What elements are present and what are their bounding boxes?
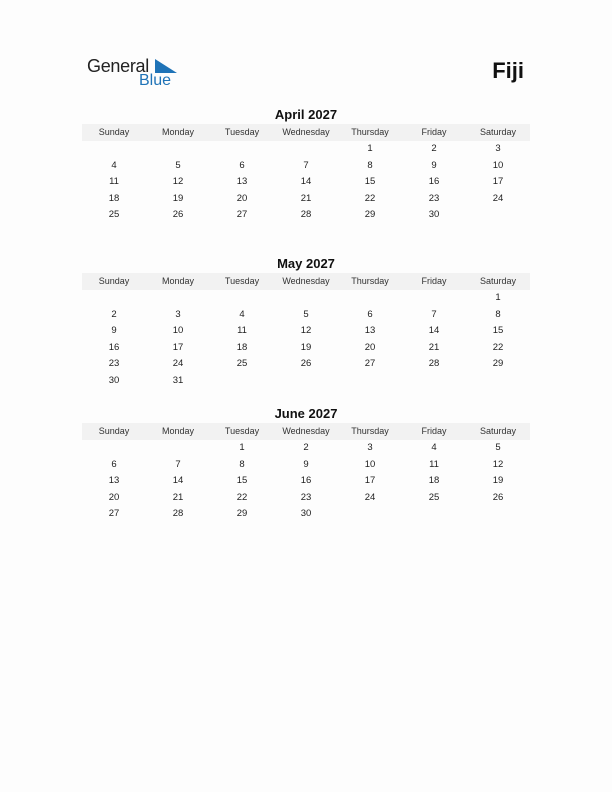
empty-cell	[338, 290, 402, 307]
day-cell: 22	[364, 192, 376, 204]
empty-cell	[146, 141, 210, 158]
day-cell: 5	[495, 442, 501, 453]
month-title: April 2027	[274, 107, 338, 122]
day-grid	[82, 290, 530, 390]
day-cell: 10	[172, 325, 184, 337]
day-cell: 8	[495, 308, 501, 320]
day-cell: 13	[108, 475, 120, 487]
country-title: Fiji	[492, 58, 524, 83]
day-cell: 29	[492, 358, 504, 370]
day-cell: 13	[364, 325, 376, 337]
weekday-label: Friday	[421, 127, 447, 137]
day-cell: 11	[237, 325, 247, 337]
weekday-label: Wednesday	[282, 426, 330, 436]
day-cell: 22	[236, 491, 248, 503]
day-cell: 23	[300, 491, 312, 503]
day-cell: 17	[492, 176, 504, 188]
empty-cell	[146, 290, 210, 307]
day-cell: 17	[364, 475, 376, 487]
day-cell: 21	[172, 491, 184, 503]
day-cell: 13	[236, 176, 248, 188]
weekday-label: Friday	[421, 276, 447, 286]
day-cell: 15	[236, 475, 248, 487]
weekday-label: Monday	[161, 276, 195, 286]
weekday-header	[82, 273, 530, 290]
day-cell: 24	[492, 192, 504, 204]
empty-cell	[82, 290, 146, 307]
day-cell: 20	[236, 192, 248, 204]
weekday-header	[82, 423, 530, 440]
day-cell: 25	[236, 358, 248, 370]
brand-logo	[87, 56, 187, 92]
weekday-label: Tuesday	[224, 426, 260, 436]
day-cell: 31	[172, 374, 184, 386]
weekday-label: Tuesday	[224, 127, 260, 137]
day-grid	[82, 141, 530, 224]
day-cell: 24	[364, 491, 376, 503]
day-cell: 27	[364, 358, 376, 370]
empty-cell	[82, 141, 146, 158]
day-cell: 1	[367, 143, 373, 154]
day-cell: 6	[111, 458, 117, 470]
empty-cell	[466, 207, 530, 224]
empty-cell	[402, 373, 466, 390]
day-cell: 27	[108, 508, 120, 520]
day-cell: 22	[492, 341, 504, 353]
day-cell: 16	[108, 341, 120, 353]
day-cell: 2	[111, 308, 117, 320]
weekday-label: Wednesday	[282, 276, 330, 286]
day-cell: 26	[492, 491, 504, 503]
empty-cell	[466, 506, 530, 523]
logo-text-blue: Blue	[139, 72, 172, 89]
weekday-label: Wednesday	[282, 127, 330, 137]
day-cell: 7	[303, 159, 309, 171]
day-cell: 17	[172, 341, 184, 353]
empty-cell	[210, 141, 274, 158]
day-cell: 30	[108, 374, 120, 386]
day-cell: 20	[108, 491, 120, 503]
day-cell: 4	[111, 159, 117, 171]
month-calendar	[82, 255, 530, 390]
empty-cell	[466, 373, 530, 390]
day-cell: 8	[367, 159, 373, 171]
empty-cell	[274, 141, 338, 158]
day-cell: 8	[239, 458, 245, 470]
day-cell: 1	[239, 442, 245, 453]
day-cell: 9	[111, 325, 117, 337]
empty-cell	[338, 373, 402, 390]
day-cell: 14	[172, 475, 184, 487]
weekday-label: Sunday	[98, 426, 130, 436]
weekday-label: Saturday	[479, 127, 517, 137]
day-grid	[82, 440, 530, 523]
month-calendar	[82, 405, 530, 523]
day-cell: 14	[300, 176, 312, 188]
day-cell: 6	[239, 159, 245, 171]
day-cell: 29	[236, 508, 248, 520]
month-calendar	[82, 106, 530, 224]
weekday-label: Monday	[161, 426, 195, 436]
day-cell: 27	[236, 209, 248, 221]
day-cell: 23	[108, 358, 120, 370]
day-cell: 14	[428, 325, 440, 337]
day-cell: 7	[175, 458, 181, 470]
day-cell: 19	[300, 341, 312, 353]
day-cell: 26	[300, 358, 312, 370]
empty-cell	[210, 373, 274, 390]
day-cell: 24	[172, 358, 184, 370]
day-cell: 7	[431, 308, 437, 320]
day-cell: 1	[495, 292, 501, 303]
weekday-label: Sunday	[98, 276, 130, 286]
day-cell: 15	[492, 325, 504, 337]
weekday-label: Sunday	[98, 127, 130, 137]
day-cell: 19	[492, 475, 504, 487]
logo-text-general: General	[87, 56, 149, 76]
day-cell: 3	[175, 308, 181, 320]
weekday-label: Thursday	[351, 426, 389, 436]
day-cell: 19	[172, 192, 184, 204]
empty-cell	[274, 373, 338, 390]
day-cell: 16	[300, 475, 312, 487]
day-cell: 30	[300, 508, 312, 520]
day-cell: 26	[172, 209, 184, 221]
weekday-label: Monday	[161, 127, 195, 137]
day-cell: 10	[492, 159, 504, 171]
day-cell: 3	[367, 442, 373, 453]
day-cell: 25	[428, 491, 440, 503]
day-cell: 21	[428, 341, 440, 353]
day-cell: 28	[300, 209, 312, 221]
day-cell: 4	[239, 308, 245, 320]
day-cell: 12	[492, 458, 504, 470]
day-cell: 11	[109, 176, 119, 188]
weekday-label: Saturday	[479, 426, 517, 436]
month-title: May 2027	[277, 256, 335, 271]
day-cell: 15	[364, 176, 376, 188]
day-cell: 2	[431, 143, 437, 154]
day-cell: 9	[303, 458, 309, 470]
weekday-label: Tuesday	[224, 276, 260, 286]
empty-cell	[402, 290, 466, 307]
day-cell: 4	[431, 442, 437, 453]
empty-cell	[274, 290, 338, 307]
day-cell: 28	[428, 358, 440, 370]
weekday-label: Thursday	[351, 276, 389, 286]
day-cell: 18	[108, 192, 120, 204]
empty-cell	[210, 290, 274, 307]
empty-cell	[146, 440, 210, 457]
day-cell: 5	[175, 159, 181, 171]
day-cell: 9	[431, 159, 437, 171]
day-cell: 2	[303, 442, 309, 453]
weekday-header	[82, 124, 530, 141]
day-cell: 3	[495, 143, 501, 154]
weekday-label: Saturday	[479, 276, 517, 286]
day-cell: 11	[429, 458, 439, 470]
day-cell: 18	[428, 475, 440, 487]
day-cell: 23	[428, 192, 440, 204]
day-cell: 21	[300, 192, 312, 204]
empty-cell	[338, 506, 402, 523]
day-cell: 10	[364, 458, 376, 470]
day-cell: 12	[172, 176, 184, 188]
empty-cell	[82, 440, 146, 457]
day-cell: 30	[428, 209, 440, 221]
day-cell: 16	[428, 176, 440, 188]
day-cell: 5	[303, 308, 309, 320]
logo-triangle-icon	[155, 59, 177, 73]
day-cell: 29	[364, 209, 376, 221]
day-cell: 25	[108, 209, 120, 221]
day-cell: 6	[367, 308, 373, 320]
month-title: June 2027	[274, 406, 338, 421]
day-cell: 18	[236, 341, 248, 353]
day-cell: 28	[172, 508, 184, 520]
day-cell: 12	[300, 325, 312, 337]
empty-cell	[402, 506, 466, 523]
weekday-label: Thursday	[351, 127, 389, 137]
day-cell: 20	[364, 341, 376, 353]
weekday-label: Friday	[421, 426, 447, 436]
